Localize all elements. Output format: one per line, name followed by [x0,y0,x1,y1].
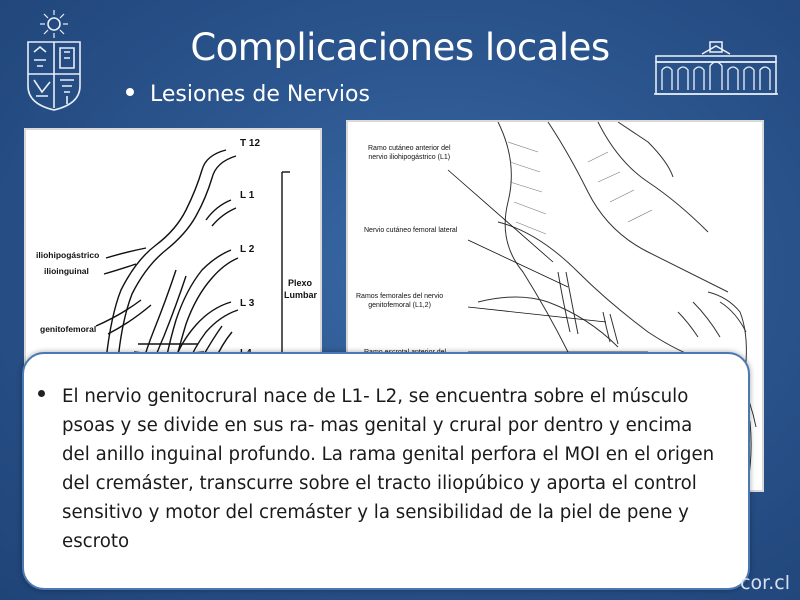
bullet-icon [126,88,134,96]
text-callout-box [22,352,750,590]
slide-title: Complicaciones locales [190,26,610,69]
level-label: T 12 [240,138,261,149]
nerve-label: ilioinguinal [44,266,89,276]
lumbar-plexus-figure [24,128,322,368]
figure-label: Ramos femorales del nervio genitofemoral (L1,2) [356,293,444,309]
bullet-icon [38,390,45,397]
figure-label: Nervio cutáneo femoral lateral [364,227,458,234]
body-text: El nervio genitocrural nace de L1- L2, se encuentra sobre el músculo psoas y se divide en sus ra- mas genital y crural por dentro y encima del anillo inguinal profundo. La rama genital perfora el MOI en el origen del cremáster, transcurre sobre el tracto iliopúbico y aporta el control sensitivo y motor del cremáster y la sensibilidad de la piel de pene y escroto [62,386,715,552]
level-label: L 1 [240,190,255,201]
level-label: L 3 [240,298,255,309]
subtitle-text: Lesiones de Nervios [150,82,370,107]
level-label: L 2 [240,244,255,255]
figure-label: Ramo cutáneo anterior del nervio iliohipogástrico (L1) [368,145,451,161]
nerve-label: genitofemoral [40,324,97,334]
footer-website: cor.cl [740,572,790,594]
slide-subtitle [126,82,370,107]
bracket-label: Plexo [288,278,313,288]
bracket-label: Lumbar [284,290,318,300]
nerve-label: iliohipogástrico [36,250,100,260]
